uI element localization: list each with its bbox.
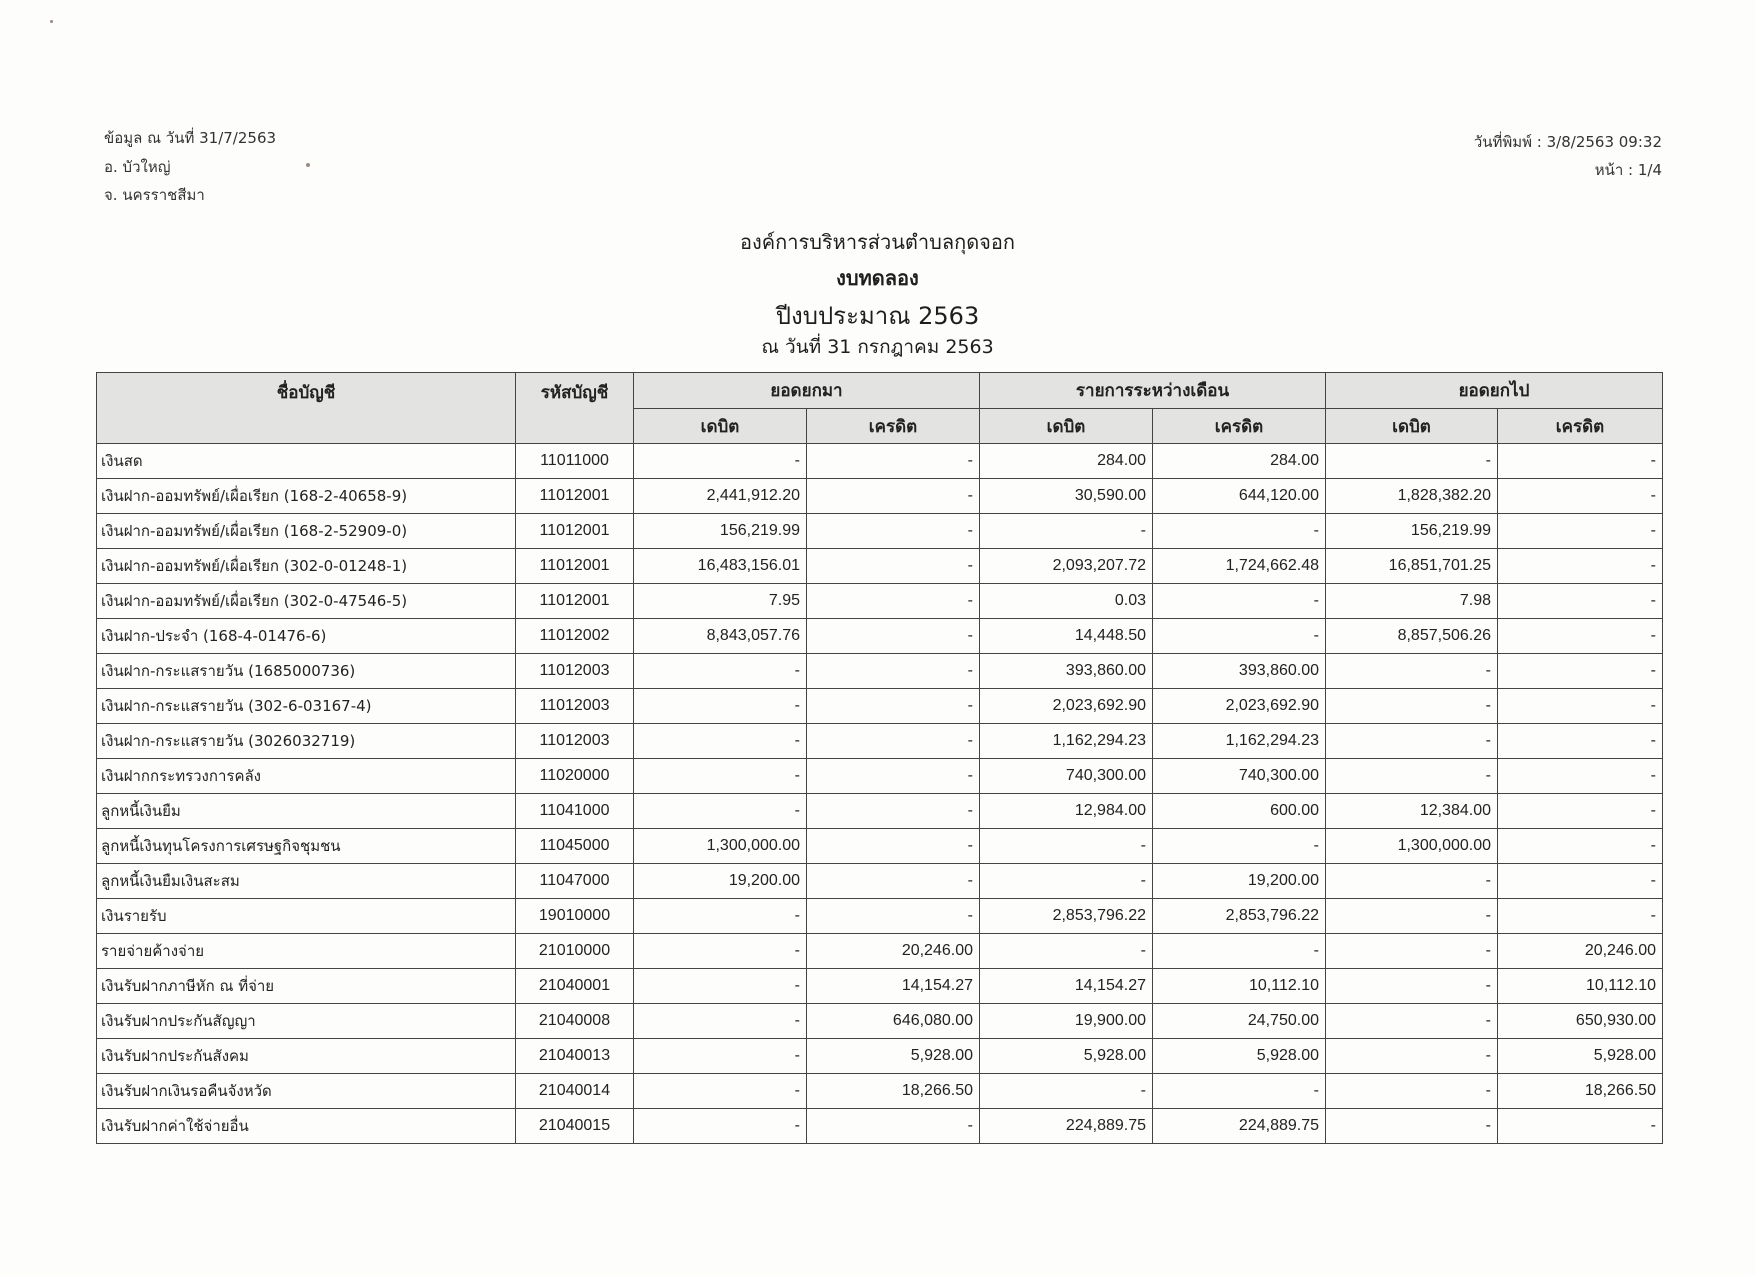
cell-closing-debit: -: [1326, 759, 1498, 794]
cell-closing-credit: -: [1498, 1109, 1663, 1144]
cell-opening-debit: -: [634, 794, 807, 829]
cell-opening-debit: -: [634, 934, 807, 969]
cell-opening-debit: 19,200.00: [634, 864, 807, 899]
table-row: [97, 969, 1663, 1004]
table-row: [97, 689, 1663, 724]
cell-period-debit: -: [980, 514, 1153, 549]
cell-closing-credit: 20,246.00: [1498, 934, 1663, 969]
cell-opening-debit: -: [634, 759, 807, 794]
cell-account-name: เงินฝาก-ประจำ (168-4-01476-6): [97, 619, 516, 654]
cell-closing-debit: -: [1326, 654, 1498, 689]
ink-speck: [50, 20, 53, 23]
cell-account-name: เงินฝาก-ออมทรัพย์/เผื่อเรียก (168-2-40658-9): [97, 479, 516, 514]
cell-closing-debit: 12,384.00: [1326, 794, 1498, 829]
cell-period-debit: 12,984.00: [980, 794, 1153, 829]
cell-period-credit: -: [1153, 829, 1326, 864]
cell-closing-credit: -: [1498, 549, 1663, 584]
cell-closing-credit: -: [1498, 794, 1663, 829]
cell-period-debit: 224,889.75: [980, 1109, 1153, 1144]
cell-closing-credit: -: [1498, 619, 1663, 654]
cell-period-credit: -: [1153, 584, 1326, 619]
cell-closing-credit: 5,928.00: [1498, 1039, 1663, 1074]
col-closing-credit: เครดิต: [1498, 409, 1663, 444]
table-row: [97, 759, 1663, 794]
cell-period-debit: 14,448.50: [980, 619, 1153, 654]
cell-closing-debit: -: [1326, 899, 1498, 934]
cell-closing-debit: -: [1326, 934, 1498, 969]
table-row: [97, 1074, 1663, 1109]
cell-account-code: 19010000: [516, 899, 634, 934]
cell-account-code: 11012001: [516, 514, 634, 549]
cell-opening-debit: -: [634, 1074, 807, 1109]
cell-period-credit: -: [1153, 934, 1326, 969]
cell-account-code: 11047000: [516, 864, 634, 899]
table-row: [97, 864, 1663, 899]
cell-opening-credit: 5,928.00: [807, 1039, 980, 1074]
cell-closing-debit: 7.98: [1326, 584, 1498, 619]
cell-period-debit: 14,154.27: [980, 969, 1153, 1004]
table-row: [97, 1039, 1663, 1074]
cell-closing-credit: 10,112.10: [1498, 969, 1663, 1004]
cell-period-debit: 0.03: [980, 584, 1153, 619]
cell-opening-credit: 20,246.00: [807, 934, 980, 969]
cell-account-code: 11012003: [516, 724, 634, 759]
cell-closing-debit: -: [1326, 1109, 1498, 1144]
cell-account-name: เงินรับฝากค่าใช้จ่ายอื่น: [97, 1109, 516, 1144]
cell-account-name: ลูกหนี้เงินยืมเงินสะสม: [97, 864, 516, 899]
cell-opening-credit: -: [807, 829, 980, 864]
report-title: งบทดลอง: [836, 266, 919, 290]
cell-closing-debit: -: [1326, 1074, 1498, 1109]
cell-opening-debit: -: [634, 724, 807, 759]
cell-period-credit: 2,853,796.22: [1153, 899, 1326, 934]
cell-account-name: เงินรับฝากประกันสังคม: [97, 1039, 516, 1074]
cell-closing-credit: -: [1498, 689, 1663, 724]
cell-closing-debit: -: [1326, 1004, 1498, 1039]
col-account-code: รหัสบัญชี: [516, 373, 634, 444]
table-row: [97, 584, 1663, 619]
col-group-period: รายการระหว่างเดือน: [980, 373, 1326, 409]
cell-opening-credit: -: [807, 1109, 980, 1144]
cell-period-credit: 1,724,662.48: [1153, 549, 1326, 584]
col-closing-debit: เดบิต: [1326, 409, 1498, 444]
table-row: [97, 724, 1663, 759]
cell-period-debit: 2,093,207.72: [980, 549, 1153, 584]
cell-account-name: เงินฝาก-ออมทรัพย์/เผื่อเรียก (302-0-01248-1): [97, 549, 516, 584]
cell-closing-credit: -: [1498, 479, 1663, 514]
cell-closing-debit: -: [1326, 724, 1498, 759]
cell-period-debit: 2,023,692.90: [980, 689, 1153, 724]
table-row: [97, 794, 1663, 829]
cell-opening-credit: -: [807, 514, 980, 549]
col-account-name: ชื่อบัญชี: [97, 373, 516, 444]
cell-account-name: เงินสด: [97, 444, 516, 479]
cell-closing-debit: 1,300,000.00: [1326, 829, 1498, 864]
cell-opening-debit: 8,843,057.76: [634, 619, 807, 654]
cell-period-debit: 30,590.00: [980, 479, 1153, 514]
col-group-opening: ยอดยกมา: [634, 373, 980, 409]
table-row: [97, 899, 1663, 934]
cell-account-name: ลูกหนี้เงินทุนโครงการเศรษฐกิจชุมชน: [97, 829, 516, 864]
cell-opening-debit: 1,300,000.00: [634, 829, 807, 864]
cell-account-code: 11020000: [516, 759, 634, 794]
cell-account-code: 11041000: [516, 794, 634, 829]
cell-opening-debit: -: [634, 1039, 807, 1074]
cell-closing-debit: -: [1326, 689, 1498, 724]
cell-account-name: เงินรายรับ: [97, 899, 516, 934]
cell-period-credit: 224,889.75: [1153, 1109, 1326, 1144]
organization-title: องค์การบริหารส่วนตำบลกุดจอก: [739, 230, 1016, 254]
cell-opening-credit: -: [807, 479, 980, 514]
cell-account-name: เงินรับฝากประกันสัญญา: [97, 1004, 516, 1039]
cell-period-debit: -: [980, 829, 1153, 864]
cell-account-code: 21010000: [516, 934, 634, 969]
table-row: [97, 1004, 1663, 1039]
table-row: [97, 1109, 1663, 1144]
page-number: หน้า : 1/4: [1594, 161, 1662, 179]
trial-balance-table: [96, 372, 1663, 1144]
cell-account-name: เงินฝาก-กระแสรายวัน (1685000736): [97, 654, 516, 689]
cell-closing-credit: -: [1498, 829, 1663, 864]
cell-account-code: 21040001: [516, 969, 634, 1004]
table-row: [97, 514, 1663, 549]
cell-opening-credit: -: [807, 689, 980, 724]
ink-speck: [306, 163, 310, 167]
cell-period-debit: 393,860.00: [980, 654, 1153, 689]
cell-period-credit: 600.00: [1153, 794, 1326, 829]
cell-account-code: 21040013: [516, 1039, 634, 1074]
cell-opening-credit: -: [807, 864, 980, 899]
cell-account-code: 21040015: [516, 1109, 634, 1144]
cell-opening-debit: -: [634, 444, 807, 479]
cell-opening-credit: 18,266.50: [807, 1074, 980, 1109]
cell-period-credit: 644,120.00: [1153, 479, 1326, 514]
district: อ. บัวใหญ่: [104, 158, 171, 176]
cell-account-name: เงินรับฝากเงินรอคืนจังหวัด: [97, 1074, 516, 1109]
cell-opening-debit: -: [634, 689, 807, 724]
table-header-row: [97, 373, 1663, 409]
cell-closing-credit: -: [1498, 864, 1663, 899]
cell-account-name: เงินฝาก-ออมทรัพย์/เผื่อเรียก (302-0-47546-5): [97, 584, 516, 619]
cell-opening-debit: -: [634, 1109, 807, 1144]
cell-closing-debit: 16,851,701.25: [1326, 549, 1498, 584]
cell-period-credit: 740,300.00: [1153, 759, 1326, 794]
cell-closing-credit: -: [1498, 584, 1663, 619]
cell-account-code: 11012003: [516, 654, 634, 689]
cell-account-code: 11012001: [516, 549, 634, 584]
cell-account-code: 21040014: [516, 1074, 634, 1109]
cell-period-credit: -: [1153, 1074, 1326, 1109]
cell-opening-credit: 14,154.27: [807, 969, 980, 1004]
cell-opening-debit: -: [634, 899, 807, 934]
fiscal-year: ปีงบประมาณ 2563: [775, 302, 980, 330]
cell-opening-credit: -: [807, 584, 980, 619]
cell-account-code: 21040008: [516, 1004, 634, 1039]
cell-period-debit: -: [980, 934, 1153, 969]
cell-period-debit: -: [980, 1074, 1153, 1109]
province: จ. นครราชสีมา: [104, 186, 205, 204]
cell-account-code: 11012001: [516, 584, 634, 619]
cell-account-code: 11011000: [516, 444, 634, 479]
cell-closing-credit: 650,930.00: [1498, 1004, 1663, 1039]
cell-opening-credit: 646,080.00: [807, 1004, 980, 1039]
cell-account-name: เงินฝาก-กระแสรายวัน (302-6-03167-4): [97, 689, 516, 724]
cell-closing-credit: 18,266.50: [1498, 1074, 1663, 1109]
cell-opening-debit: -: [634, 654, 807, 689]
table-body: [97, 444, 1663, 1144]
table-row: [97, 829, 1663, 864]
cell-opening-debit: 156,219.99: [634, 514, 807, 549]
cell-period-debit: -: [980, 864, 1153, 899]
cell-opening-credit: -: [807, 759, 980, 794]
table-row: [97, 934, 1663, 969]
cell-opening-debit: -: [634, 969, 807, 1004]
cell-opening-credit: -: [807, 444, 980, 479]
col-opening-credit: เครดิต: [807, 409, 980, 444]
cell-closing-credit: -: [1498, 654, 1663, 689]
cell-period-debit: 19,900.00: [980, 1004, 1153, 1039]
cell-period-credit: -: [1153, 514, 1326, 549]
cell-closing-debit: 156,219.99: [1326, 514, 1498, 549]
cell-period-credit: 5,928.00: [1153, 1039, 1326, 1074]
cell-opening-credit: -: [807, 794, 980, 829]
cell-period-debit: 740,300.00: [980, 759, 1153, 794]
cell-opening-credit: -: [807, 549, 980, 584]
cell-account-name: เงินฝากกระทรวงการคลัง: [97, 759, 516, 794]
cell-account-name: เงินฝาก-กระแสรายวัน (3026032719): [97, 724, 516, 759]
cell-account-name: เงินฝาก-ออมทรัพย์/เผื่อเรียก (168-2-52909-0): [97, 514, 516, 549]
cell-closing-debit: 1,828,382.20: [1326, 479, 1498, 514]
cell-period-credit: 10,112.10: [1153, 969, 1326, 1004]
table-row: [97, 549, 1663, 584]
data-date: ข้อมูล ณ วันที่ 31/7/2563: [104, 129, 277, 147]
cell-period-debit: 284.00: [980, 444, 1153, 479]
cell-opening-debit: -: [634, 1004, 807, 1039]
cell-period-credit: 284.00: [1153, 444, 1326, 479]
cell-account-name: รายจ่ายค้างจ่าย: [97, 934, 516, 969]
cell-closing-debit: -: [1326, 864, 1498, 899]
cell-account-name: ลูกหนี้เงินยืม: [97, 794, 516, 829]
cell-opening-debit: 2,441,912.20: [634, 479, 807, 514]
cell-account-name: เงินรับฝากภาษีหัก ณ ที่จ่าย: [97, 969, 516, 1004]
cell-closing-credit: -: [1498, 724, 1663, 759]
cell-closing-debit: -: [1326, 969, 1498, 1004]
cell-period-credit: -: [1153, 619, 1326, 654]
as-of-date: ณ วันที่ 31 กรกฎาคม 2563: [761, 336, 994, 358]
cell-opening-credit: -: [807, 654, 980, 689]
cell-period-credit: 24,750.00: [1153, 1004, 1326, 1039]
table-row: [97, 479, 1663, 514]
cell-closing-debit: -: [1326, 444, 1498, 479]
cell-period-debit: 2,853,796.22: [980, 899, 1153, 934]
col-group-closing: ยอดยกไป: [1326, 373, 1663, 409]
cell-account-code: 11012001: [516, 479, 634, 514]
cell-opening-debit: 7.95: [634, 584, 807, 619]
cell-period-debit: 5,928.00: [980, 1039, 1153, 1074]
cell-account-code: 11012002: [516, 619, 634, 654]
cell-closing-credit: -: [1498, 899, 1663, 934]
cell-closing-debit: 8,857,506.26: [1326, 619, 1498, 654]
cell-account-code: 11012003: [516, 689, 634, 724]
col-period-debit: เดบิต: [980, 409, 1153, 444]
cell-period-debit: 1,162,294.23: [980, 724, 1153, 759]
table-row: [97, 654, 1663, 689]
cell-closing-credit: -: [1498, 444, 1663, 479]
cell-opening-credit: -: [807, 619, 980, 654]
cell-period-credit: 1,162,294.23: [1153, 724, 1326, 759]
cell-closing-debit: -: [1326, 1039, 1498, 1074]
table-row: [97, 444, 1663, 479]
cell-opening-credit: -: [807, 899, 980, 934]
cell-opening-debit: 16,483,156.01: [634, 549, 807, 584]
col-period-credit: เครดิต: [1153, 409, 1326, 444]
cell-period-credit: 2,023,692.90: [1153, 689, 1326, 724]
cell-closing-credit: -: [1498, 759, 1663, 794]
print-date: วันที่พิมพ์ : 3/8/2563 09:32: [1473, 133, 1662, 151]
cell-opening-credit: -: [807, 724, 980, 759]
col-opening-debit: เดบิต: [634, 409, 807, 444]
cell-period-credit: 19,200.00: [1153, 864, 1326, 899]
table-row: [97, 619, 1663, 654]
cell-account-code: 11045000: [516, 829, 634, 864]
cell-closing-credit: -: [1498, 514, 1663, 549]
cell-period-credit: 393,860.00: [1153, 654, 1326, 689]
